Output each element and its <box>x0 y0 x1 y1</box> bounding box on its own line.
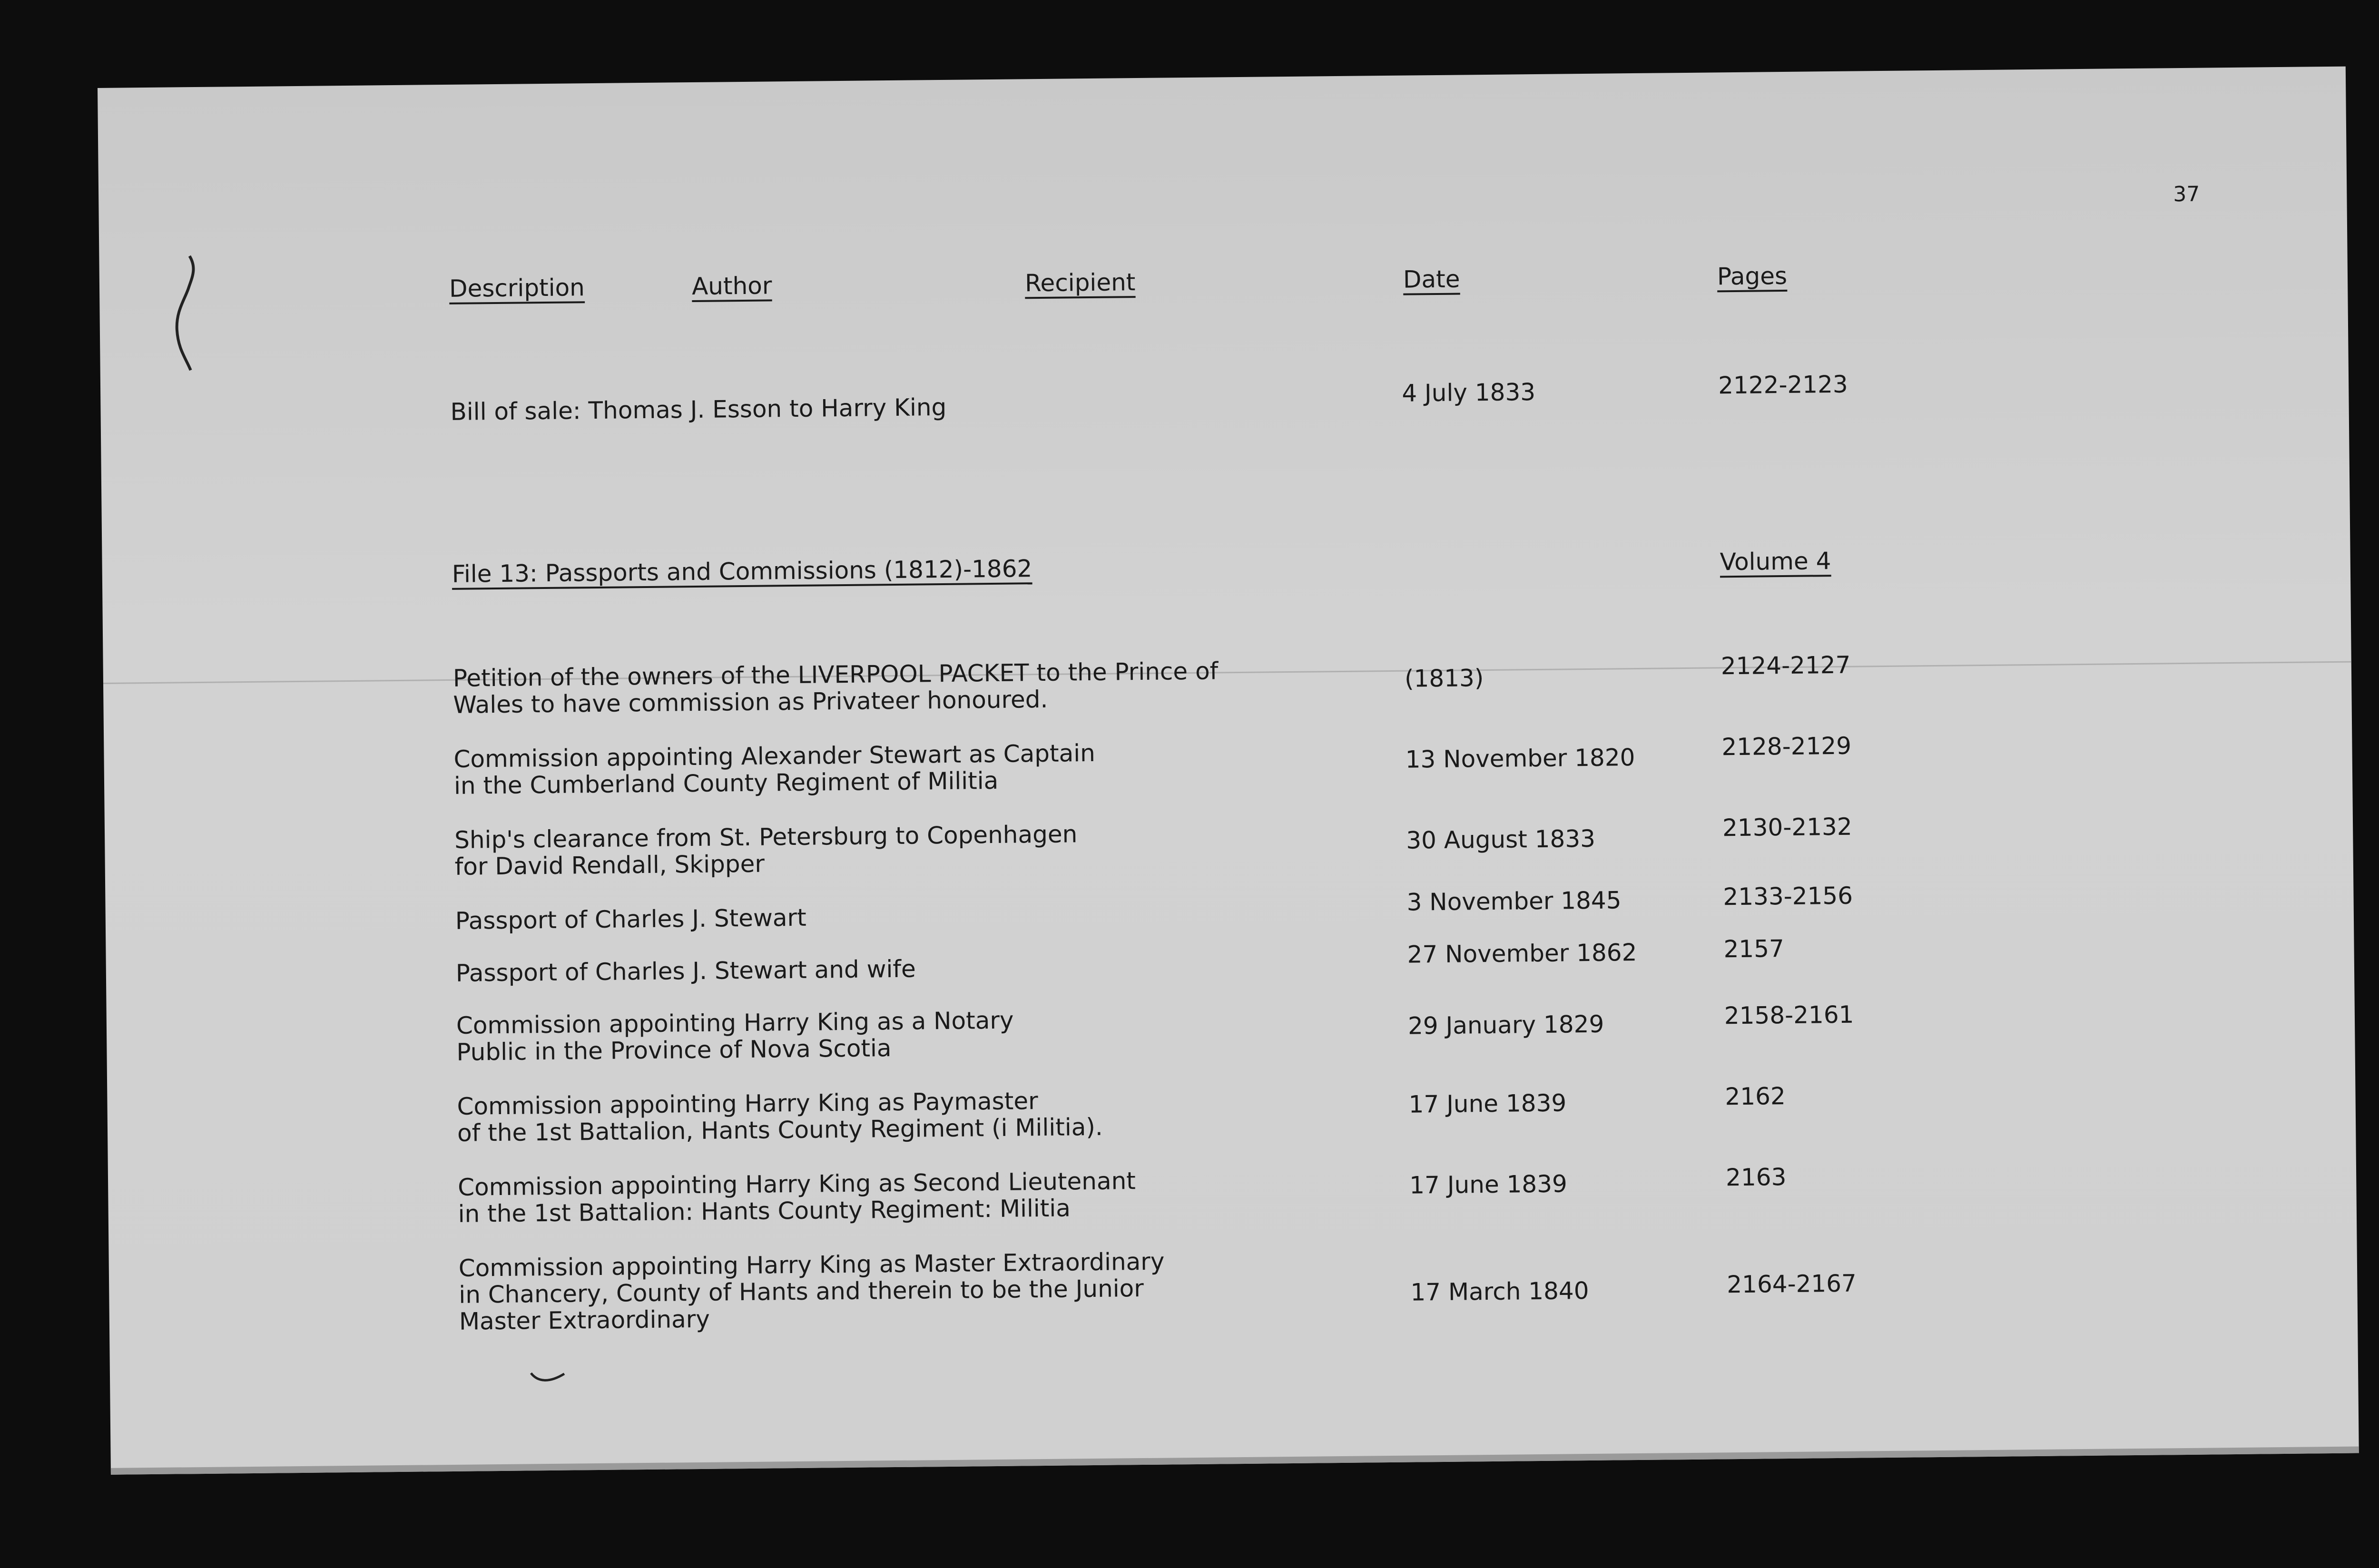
entry-date: 29 January 1829 <box>1407 1010 1604 1040</box>
entry-pages: 2128-2129 <box>1721 732 1852 761</box>
entry-row <box>457 1076 2265 1147</box>
entry-description: Commission appointing Harry King as Master Extraordinary in Chancery, County of Hants and therein to be the Junior Master Extraordinary <box>458 1247 1165 1335</box>
entry-description: Commission appointing Harry King as Second Lieutenant in the 1st Battalion: Hants County Regiment: Militia <box>457 1167 1136 1228</box>
margin-pen-mark <box>170 254 205 373</box>
entry-row <box>450 370 2258 426</box>
entry-pages: 2157 <box>1723 935 1785 963</box>
entry-date: 27 November 1862 <box>1407 939 1637 969</box>
entry-row <box>457 1156 2266 1228</box>
entry-description: Passport of Charles J. Stewart <box>455 903 806 935</box>
page-bottom-edge <box>111 1447 2359 1475</box>
entry-date: 13 November 1820 <box>1405 744 1635 774</box>
entry-description: Bill of sale: Thomas J. Esson to Harry King <box>450 393 947 426</box>
entry-date: (1813) <box>1404 664 1484 693</box>
entry-description: Petition of the owners of the LIVERPOOL PACKET to the Prince of Wales to have commission as Privateer honoured. <box>452 657 1219 719</box>
page-number: 37 <box>2173 182 2200 207</box>
entry-description: Commission appointing Harry King as a Notary Public in the Province of Nova Scotia <box>456 1006 1014 1066</box>
file-heading: File 13: Passports and Commissions (1812)-1862 <box>452 555 1032 588</box>
entry-date: 17 June 1839 <box>1408 1089 1567 1118</box>
entry-date: 17 March 1840 <box>1410 1277 1589 1306</box>
column-header-author: Author <box>691 272 772 301</box>
entry-pages: 2164-2167 <box>1727 1269 1857 1299</box>
entry-description: Passport of Charles J. Stewart and wife <box>455 955 916 987</box>
entry-row <box>455 882 2263 935</box>
volume-label: Volume 4 <box>1720 547 1831 576</box>
entry-pages: 2163 <box>1725 1163 1787 1192</box>
entry-row <box>453 728 2261 800</box>
entry-date: 4 July 1833 <box>1402 378 1536 407</box>
entry-row <box>454 809 2262 881</box>
entry-row <box>455 935 2264 987</box>
entry-pages: 2122-2123 <box>1718 370 1848 400</box>
entry-pages: 2124-2127 <box>1720 651 1851 680</box>
column-header-description: Description <box>449 274 585 303</box>
column-header-recipient: Recipient <box>1024 268 1136 297</box>
entry-row <box>456 995 2264 1066</box>
entry-pages: 2130-2132 <box>1722 813 1852 842</box>
column-header-date: Date <box>1403 265 1460 294</box>
document-page <box>98 67 2359 1475</box>
entry-date: 3 November 1845 <box>1406 886 1622 916</box>
entry-row <box>458 1237 2267 1335</box>
entry-description: Ship's clearance from St. Petersburg to Copenhagen for David Rendall, Skipper <box>454 820 1078 881</box>
pen-tick-mark <box>529 1368 567 1388</box>
entry-pages: 2133-2156 <box>1723 882 1853 911</box>
entry-date: 17 June 1839 <box>1409 1170 1568 1199</box>
entry-pages: 2158-2161 <box>1724 1000 1854 1030</box>
entry-description: Commission appointing Alexander Stewart as Captain in the Cumberland County Regiment of Militia <box>453 739 1096 800</box>
entry-description: Commission appointing Harry King as Paymaster of the 1st Battalion, Hants County Regiment (i Militia). <box>457 1087 1103 1147</box>
column-header-pages: Pages <box>1717 262 1788 291</box>
entry-row <box>452 647 2261 719</box>
entry-pages: 2162 <box>1725 1082 1786 1111</box>
entry-date: 30 August 1833 <box>1406 824 1596 854</box>
